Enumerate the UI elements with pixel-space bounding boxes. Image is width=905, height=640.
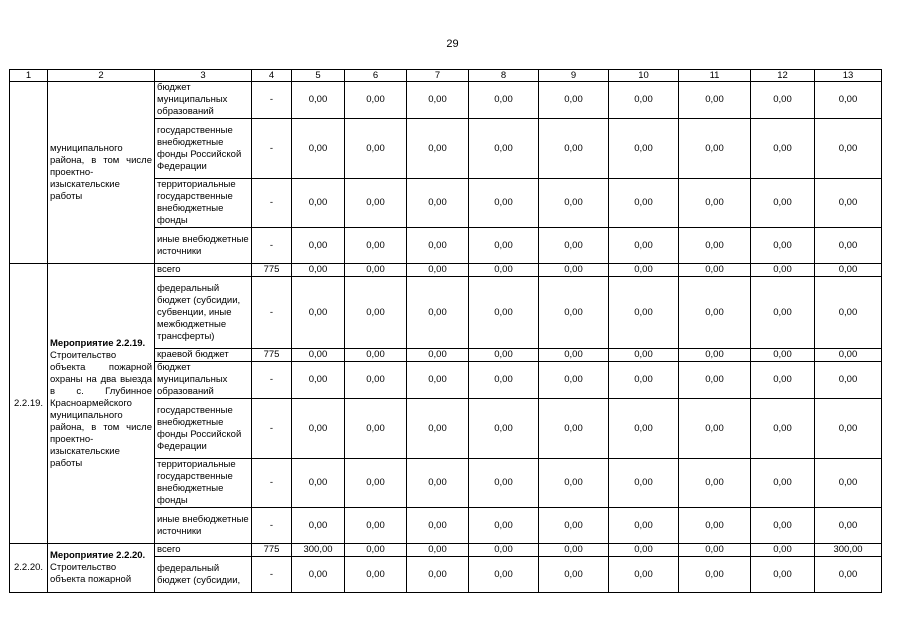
code-cell: -	[252, 459, 292, 508]
budget-table	[9, 69, 882, 593]
code-cell: -	[252, 119, 292, 179]
value-cell: 0,00	[469, 459, 539, 508]
value-cell: 0,00	[407, 459, 469, 508]
value-cell: 0,00	[292, 399, 345, 459]
value-cell: 0,00	[679, 228, 751, 264]
value-cell: 0,00	[609, 399, 679, 459]
value-cell: 0,00	[679, 179, 751, 228]
value-cell: 0,00	[469, 82, 539, 119]
value-cell: 0,00	[815, 557, 882, 593]
value-cell: 0,00	[539, 228, 609, 264]
value-cell: 0,00	[469, 277, 539, 349]
funding-source: территориальные государственные внебюджетные фонды	[155, 459, 252, 508]
value-cell: 0,00	[539, 508, 609, 544]
value-cell: 300,00	[292, 544, 345, 557]
value-cell: 0,00	[679, 459, 751, 508]
value-cell: 0,00	[292, 179, 345, 228]
code-cell: -	[252, 179, 292, 228]
value-cell: 0,00	[539, 119, 609, 179]
value-cell: 0,00	[751, 179, 815, 228]
value-cell: 0,00	[609, 544, 679, 557]
value-cell: 0,00	[407, 277, 469, 349]
value-cell: 0,00	[292, 362, 345, 399]
value-cell: 0,00	[539, 557, 609, 593]
value-cell: 0,00	[609, 264, 679, 277]
value-cell: 0,00	[345, 119, 407, 179]
value-cell: 0,00	[609, 362, 679, 399]
value-cell: 0,00	[751, 82, 815, 119]
code-cell: -	[252, 399, 292, 459]
funding-source: государственные внебюджетные фонды Российской Федерации	[155, 399, 252, 459]
value-cell: 0,00	[345, 508, 407, 544]
funding-source: территориальные государственные внебюджетные фонды	[155, 179, 252, 228]
col-header: 10	[609, 70, 679, 82]
col-header: 9	[539, 70, 609, 82]
value-cell: 0,00	[609, 349, 679, 362]
value-cell: 0,00	[345, 557, 407, 593]
funding-source: бюджет муниципальных образований	[155, 82, 252, 119]
value-cell: 0,00	[815, 459, 882, 508]
value-cell: 0,00	[609, 508, 679, 544]
value-cell: 0,00	[292, 264, 345, 277]
value-cell: 0,00	[469, 228, 539, 264]
funding-source: всего	[155, 544, 252, 557]
value-cell: 0,00	[751, 362, 815, 399]
table-row	[10, 544, 882, 557]
value-cell: 0,00	[815, 362, 882, 399]
value-cell: 0,00	[679, 349, 751, 362]
value-cell: 0,00	[815, 228, 882, 264]
value-cell: 0,00	[539, 179, 609, 228]
page-number: 29	[446, 38, 459, 50]
value-cell: 0,00	[679, 82, 751, 119]
value-cell: 0,00	[469, 179, 539, 228]
value-cell: 0,00	[815, 119, 882, 179]
value-cell: 0,00	[539, 459, 609, 508]
value-cell: 0,00	[469, 362, 539, 399]
row-number: 2.2.19.	[10, 264, 48, 544]
activity-title: Мероприятие 2.2.19.	[50, 337, 146, 349]
col-header: 13	[815, 70, 882, 82]
funding-source: бюджет муниципальных образований	[155, 362, 252, 399]
value-cell: 0,00	[815, 264, 882, 277]
value-cell: 0,00	[609, 557, 679, 593]
value-cell: 0,00	[345, 459, 407, 508]
code-cell: 775	[252, 544, 292, 557]
value-cell: 0,00	[751, 399, 815, 459]
code-cell: 775	[252, 349, 292, 362]
col-header: 5	[292, 70, 345, 82]
col-header: 11	[679, 70, 751, 82]
value-cell: 0,00	[609, 179, 679, 228]
activity-text: Строительство объекта пожарной	[50, 562, 132, 585]
code-cell: -	[252, 362, 292, 399]
value-cell: 0,00	[539, 399, 609, 459]
value-cell: 0,00	[815, 349, 882, 362]
header-row	[10, 70, 882, 82]
value-cell: 0,00	[679, 508, 751, 544]
value-cell: 0,00	[539, 82, 609, 119]
col-header: 1	[10, 70, 48, 82]
value-cell: 0,00	[345, 544, 407, 557]
code-cell: -	[252, 277, 292, 349]
value-cell: 0,00	[469, 119, 539, 179]
value-cell: 0,00	[407, 264, 469, 277]
value-cell: 0,00	[292, 119, 345, 179]
value-cell: 0,00	[345, 362, 407, 399]
value-cell: 0,00	[407, 228, 469, 264]
funding-source: государственные внебюджетные фонды Российской Федерации	[155, 119, 252, 179]
value-cell: 0,00	[815, 399, 882, 459]
activity-description	[48, 544, 155, 593]
code-cell: -	[252, 508, 292, 544]
table-row	[10, 264, 882, 277]
activity-description	[48, 82, 155, 264]
value-cell: 0,00	[407, 119, 469, 179]
value-cell: 0,00	[815, 82, 882, 119]
funding-source: федеральный бюджет (субсидии,	[155, 557, 252, 593]
col-header: 12	[751, 70, 815, 82]
value-cell: 0,00	[407, 179, 469, 228]
value-cell: 0,00	[345, 179, 407, 228]
value-cell: 0,00	[469, 399, 539, 459]
value-cell: 0,00	[292, 459, 345, 508]
activity-text: Строительство объекта пожарной охраны на два выезда в с. Глубинное Красноармейского муниципального района, в том числе проектно-изыскательские работы	[50, 349, 152, 469]
value-cell: 0,00	[469, 544, 539, 557]
value-cell: 0,00	[407, 557, 469, 593]
value-cell: 0,00	[345, 264, 407, 277]
value-cell: 0,00	[292, 277, 345, 349]
col-header: 4	[252, 70, 292, 82]
col-header: 7	[407, 70, 469, 82]
value-cell: 0,00	[292, 349, 345, 362]
value-cell: 0,00	[609, 228, 679, 264]
funding-source: краевой бюджет	[155, 349, 252, 362]
value-cell: 0,00	[679, 544, 751, 557]
value-cell: 0,00	[679, 362, 751, 399]
funding-source: иные внебюджетные источники	[155, 228, 252, 264]
value-cell: 0,00	[751, 508, 815, 544]
activity-title: Мероприятие 2.2.20.	[50, 550, 146, 561]
value-cell: 0,00	[751, 277, 815, 349]
value-cell: 0,00	[469, 349, 539, 362]
value-cell: 0,00	[679, 399, 751, 459]
value-cell: 0,00	[751, 349, 815, 362]
col-header: 6	[345, 70, 407, 82]
value-cell: 0,00	[751, 544, 815, 557]
value-cell: 0,00	[751, 228, 815, 264]
value-cell: 0,00	[539, 544, 609, 557]
value-cell: 0,00	[751, 459, 815, 508]
col-header: 8	[469, 70, 539, 82]
value-cell: 0,00	[815, 179, 882, 228]
value-cell: 0,00	[407, 349, 469, 362]
value-cell: 0,00	[407, 544, 469, 557]
table-row	[10, 82, 882, 119]
value-cell: 0,00	[751, 557, 815, 593]
value-cell: 0,00	[679, 119, 751, 179]
value-cell: 0,00	[292, 228, 345, 264]
col-header: 2	[48, 70, 155, 82]
value-cell: 0,00	[345, 399, 407, 459]
value-cell: 0,00	[345, 82, 407, 119]
activity-description	[48, 264, 155, 544]
value-cell: 0,00	[407, 82, 469, 119]
value-cell: 300,00	[815, 544, 882, 557]
value-cell: 0,00	[609, 119, 679, 179]
value-cell: 0,00	[407, 399, 469, 459]
value-cell: 0,00	[751, 119, 815, 179]
value-cell: 0,00	[469, 264, 539, 277]
value-cell: 0,00	[815, 277, 882, 349]
row-number: 2.2.20.	[10, 544, 48, 593]
value-cell: 0,00	[751, 264, 815, 277]
value-cell: 0,00	[292, 82, 345, 119]
value-cell: 0,00	[539, 362, 609, 399]
value-cell: 0,00	[609, 277, 679, 349]
funding-source: всего	[155, 264, 252, 277]
code-cell: -	[252, 228, 292, 264]
value-cell: 0,00	[609, 459, 679, 508]
value-cell: 0,00	[539, 264, 609, 277]
value-cell: 0,00	[679, 264, 751, 277]
value-cell: 0,00	[407, 508, 469, 544]
funding-source: иные внебюджетные источники	[155, 508, 252, 544]
col-header: 3	[155, 70, 252, 82]
value-cell: 0,00	[407, 362, 469, 399]
value-cell: 0,00	[679, 277, 751, 349]
value-cell: 0,00	[539, 349, 609, 362]
value-cell: 0,00	[345, 349, 407, 362]
value-cell: 0,00	[469, 508, 539, 544]
value-cell: 0,00	[345, 277, 407, 349]
value-cell: 0,00	[679, 557, 751, 593]
activity-text: муниципального района, в том числе проектно-изыскательские работы	[50, 142, 152, 202]
value-cell: 0,00	[815, 508, 882, 544]
value-cell: 0,00	[345, 228, 407, 264]
value-cell: 0,00	[292, 557, 345, 593]
value-cell: 0,00	[469, 557, 539, 593]
code-cell: -	[252, 82, 292, 119]
row-number	[10, 82, 48, 264]
value-cell: 0,00	[609, 82, 679, 119]
code-cell: 775	[252, 264, 292, 277]
code-cell: -	[252, 557, 292, 593]
value-cell: 0,00	[539, 277, 609, 349]
value-cell: 0,00	[292, 508, 345, 544]
funding-source: федеральный бюджет (субсидии, субвенции, иные межбюджетные трансферты)	[155, 277, 252, 349]
